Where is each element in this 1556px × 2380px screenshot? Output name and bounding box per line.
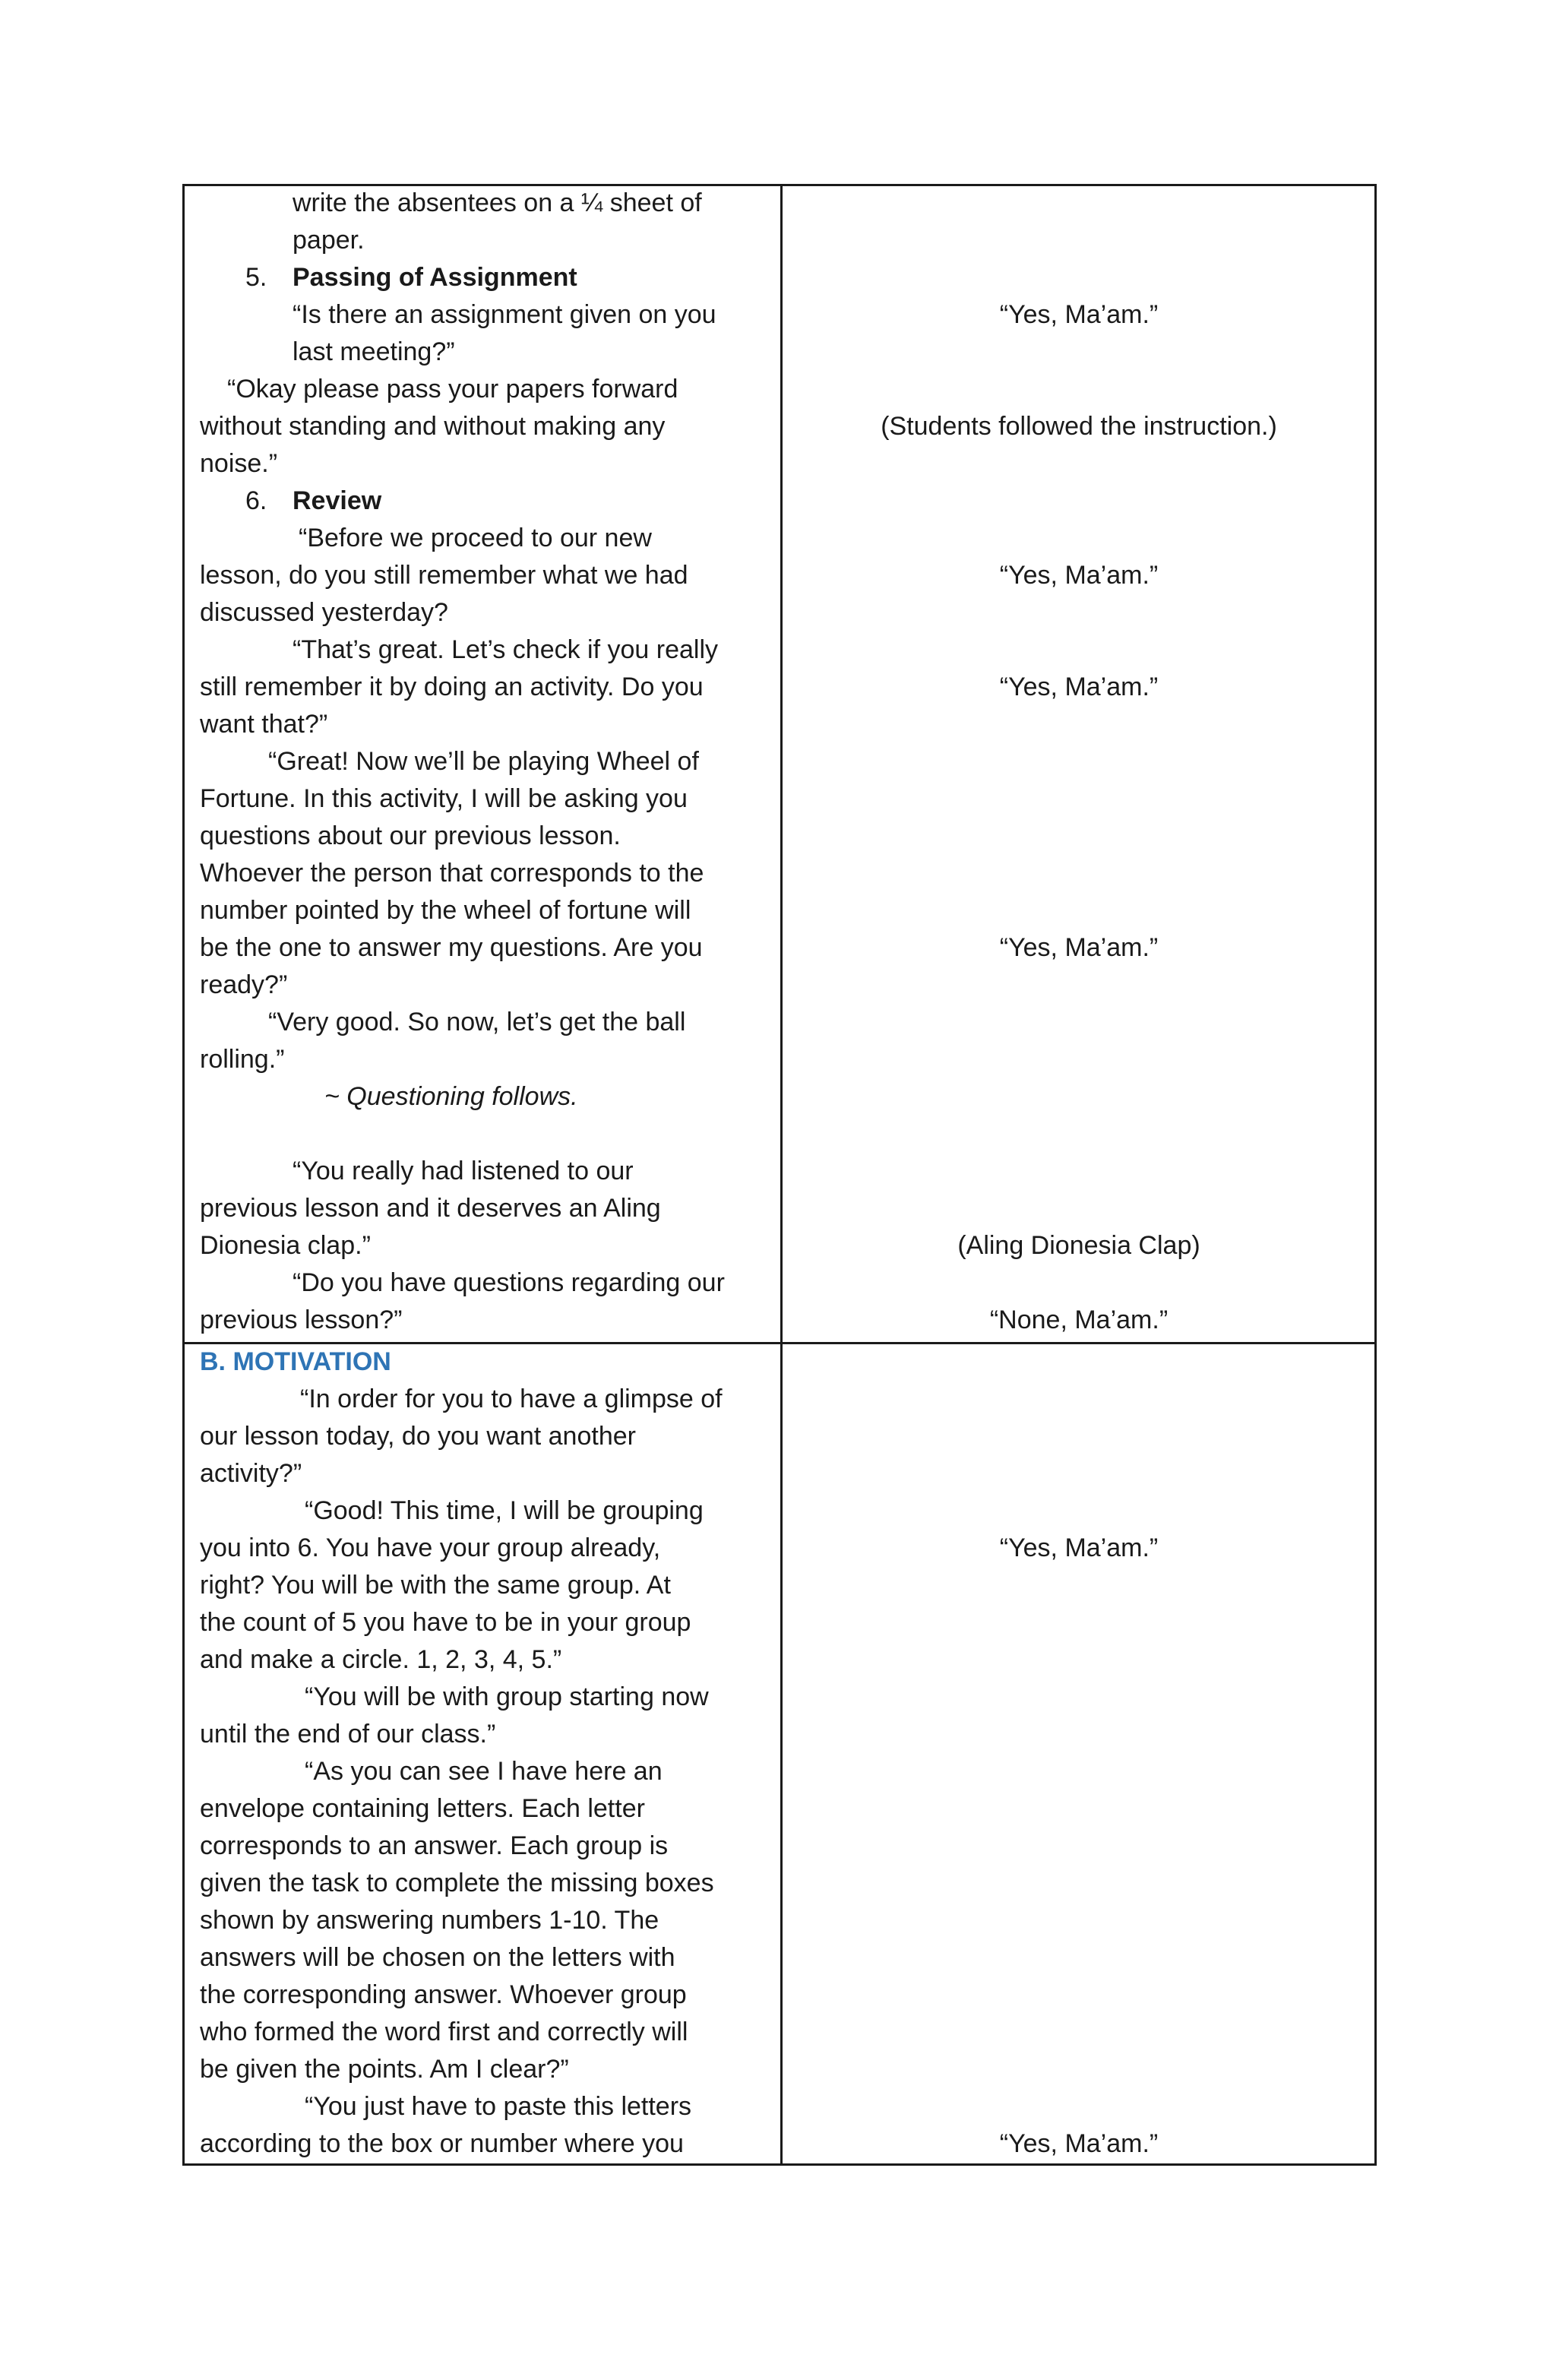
teacher-line: lesson, do you still remember what we had: [200, 561, 688, 590]
teacher-line: previous lesson?”: [200, 1306, 403, 1334]
teacher-line: write the absentees on a ¼ sheet of: [293, 188, 702, 217]
student-response: “None, Ma’am.”: [989, 1306, 1169, 1334]
teacher-line: number pointed by the wheel of fortune will: [200, 896, 691, 925]
teacher-line: you into 6. You have your group already,: [200, 1533, 661, 1562]
teacher-line: paper.: [293, 226, 365, 255]
teacher-line: “Is there an assignment given on you: [293, 300, 716, 329]
section-heading-motivation: B. MOTIVATION: [200, 1347, 391, 1376]
teacher-line: discussed yesterday?: [200, 598, 448, 627]
teacher-line: without standing and without making any: [200, 412, 666, 441]
teacher-line: be the one to answer my questions. Are you: [200, 933, 703, 962]
teacher-line: “Do you have questions regarding our: [293, 1268, 725, 1297]
list-number: 6.: [245, 486, 267, 515]
student-response: “Yes, Ma’am.”: [999, 2129, 1159, 2158]
teacher-line: still remember it by doing an activity. Do you: [200, 673, 704, 701]
teacher-line: previous lesson and it deserves an Aling: [200, 1194, 661, 1223]
student-response: (Aling Dionesia Clap): [957, 1231, 1200, 1260]
teacher-line: “In order for you to have a glimpse of: [300, 1385, 723, 1413]
teacher-line: who formed the word first and correctly will: [200, 2018, 688, 2046]
lesson-plan-table: [182, 184, 1377, 2166]
student-response: “Yes, Ma’am.”: [999, 673, 1159, 701]
item-heading-review: Review: [293, 486, 382, 515]
teacher-line: Fortune. In this activity, I will be asking you: [200, 784, 688, 813]
teacher-line: Whoever the person that corresponds to the: [200, 859, 704, 888]
teacher-line: and make a circle. 1, 2, 3, 4, 5.”: [200, 1645, 562, 1674]
teacher-line: want that?”: [200, 710, 328, 739]
teacher-line: the corresponding answer. Whoever group: [200, 1980, 687, 2009]
teacher-line: given the task to complete the missing boxes: [200, 1869, 714, 1897]
teacher-line: our lesson today, do you want another: [200, 1422, 636, 1451]
teacher-line: activity?”: [200, 1459, 302, 1488]
teacher-line: envelope containing letters. Each letter: [200, 1794, 645, 1823]
student-response: “Yes, Ma’am.”: [999, 561, 1159, 590]
teacher-line-questioning: ~ Questioning follows.: [324, 1082, 578, 1111]
list-number: 5.: [245, 263, 267, 292]
teacher-line: “That’s great. Let’s check if you really: [293, 635, 719, 664]
student-response: “Yes, Ma’am.”: [999, 300, 1159, 329]
teacher-line: Dionesia clap.”: [200, 1231, 371, 1260]
teacher-line: “Before we proceed to our new: [299, 524, 652, 552]
row-divider: [185, 1342, 1374, 1344]
teacher-line: “Very good. So now, let’s get the ball: [268, 1008, 686, 1037]
teacher-line: questions about our previous lesson.: [200, 821, 621, 850]
column-divider: [780, 186, 783, 2163]
teacher-line: “As you can see I have here an: [305, 1757, 663, 1786]
teacher-line: the count of 5 you have to be in your group: [200, 1608, 691, 1637]
item-heading-passing-of-assignment: Passing of Assignment: [293, 263, 577, 292]
teacher-line: rolling.”: [200, 1045, 285, 1074]
teacher-line: last meeting?”: [293, 337, 455, 366]
teacher-line: “You really had listened to our: [293, 1157, 634, 1185]
teacher-line: “You just have to paste this letters: [305, 2092, 692, 2121]
teacher-line: right? You will be with the same group. At: [200, 1571, 671, 1600]
student-response: “Yes, Ma’am.”: [999, 1533, 1159, 1562]
teacher-line: “Okay please pass your papers forward: [227, 375, 678, 404]
teacher-line: noise.”: [200, 449, 278, 478]
teacher-line: be given the points. Am I clear?”: [200, 2055, 569, 2084]
teacher-line: “Great! Now we’ll be playing Wheel of: [268, 747, 699, 776]
teacher-line: ready?”: [200, 970, 288, 999]
teacher-line: according to the box or number where you: [200, 2129, 684, 2158]
teacher-line: corresponds to an answer. Each group is: [200, 1831, 669, 1860]
teacher-line: shown by answering numbers 1-10. The: [200, 1906, 659, 1935]
teacher-line: until the end of our class.”: [200, 1720, 496, 1749]
teacher-line: “You will be with group starting now: [305, 1682, 709, 1711]
teacher-line: “Good! This time, I will be grouping: [305, 1496, 704, 1525]
student-response: “Yes, Ma’am.”: [999, 933, 1159, 962]
student-response: (Students followed the instruction.): [881, 412, 1277, 441]
teacher-line: answers will be chosen on the letters with: [200, 1943, 675, 1972]
